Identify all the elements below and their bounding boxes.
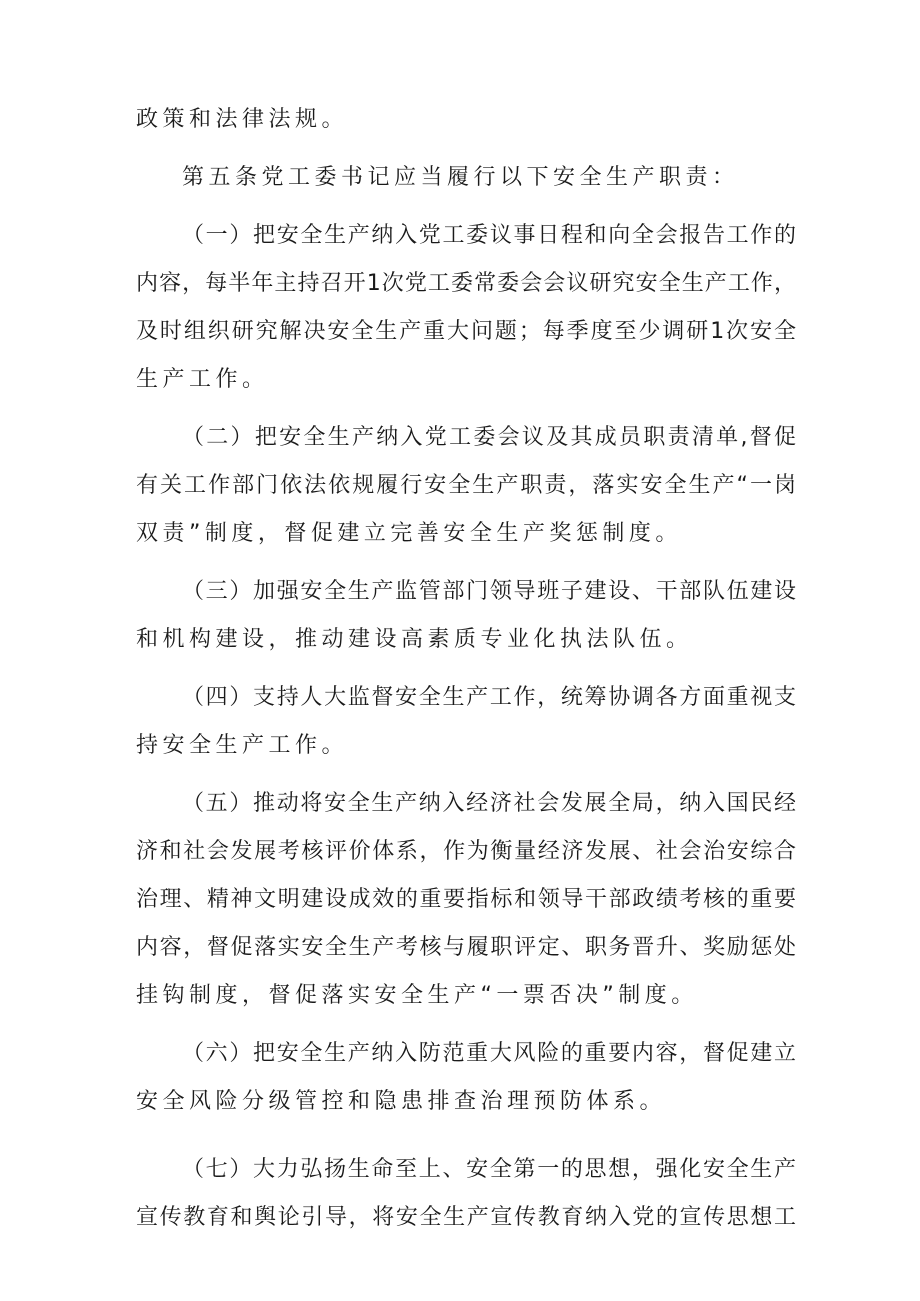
- paragraph-2-line: 双责”制度，督促建立完善安全生产奖惩制度。: [136, 521, 682, 546]
- paragraph-6-line: 安全风险分级管控和隐患排查治理预防体系。: [136, 1089, 667, 1114]
- paragraph-1-line: 内容，每半年主持召开1次党工委常委会会议研究安全生产工作，: [136, 271, 796, 296]
- paragraph-5-line: 内容，督促落实安全生产考核与履职评定、职务晋升、奖励惩处: [136, 935, 796, 960]
- paragraph-7-line: （七）大力弘扬生命至上、安全第一的思想，强化安全生产: [182, 1157, 796, 1182]
- article-heading: 第五条党工委书记应当履行以下安全生产职责：: [182, 165, 739, 190]
- paragraph-1-line: （一）把安全生产纳入党工委议事日程和向全会报告工作的: [182, 223, 796, 248]
- paragraph-5-line: 济和社会发展考核评价体系，作为衡量经济发展、社会治安综合: [136, 839, 796, 864]
- paragraph-5-line: （五）推动将安全生产纳入经济社会发展全局，纳入国民经: [182, 791, 796, 816]
- paragraph-5-line: 挂钩制度，督促落实安全生产“一票否决”制度。: [136, 983, 698, 1008]
- paragraph-2-line: （二）把安全生产纳入党工委会议及其成员职责清单,督促: [182, 425, 796, 450]
- paragraph-3-line: （三）加强安全生产监管部门领导班子建设、干部队伍建设: [182, 579, 796, 604]
- document-body: [136, 96, 796, 1242]
- paragraph-5-line: 治理、精神文明建设成效的重要指标和领导干部政绩考核的重要: [136, 887, 796, 912]
- paragraph-1-line: 及时组织研究解决安全生产重大问题；每季度至少调研1次安全: [136, 319, 796, 344]
- paragraph-2-line: 有关工作部门依法依规履行安全生产职责，落实安全生产“一岗: [136, 473, 796, 498]
- paragraph-1-line: 生产工作。: [136, 367, 269, 392]
- text-line: 政策和法律法规。: [136, 107, 349, 132]
- paragraph-4-line: （四）支持人大监督安全生产工作，统筹协调各方面重视支: [182, 685, 796, 710]
- paragraph-4-line: 持安全生产工作。: [136, 733, 349, 758]
- paragraph-7-line: 宣传教育和舆论引导，将安全生产宣传教育纳入党的宣传思想工: [136, 1205, 796, 1230]
- paragraph-6-line: （六）把安全生产纳入防范重大风险的重要内容，督促建立: [182, 1041, 796, 1066]
- paragraph-3-line: 和机构建设，推动建设高素质专业化执法队伍。: [136, 627, 693, 652]
